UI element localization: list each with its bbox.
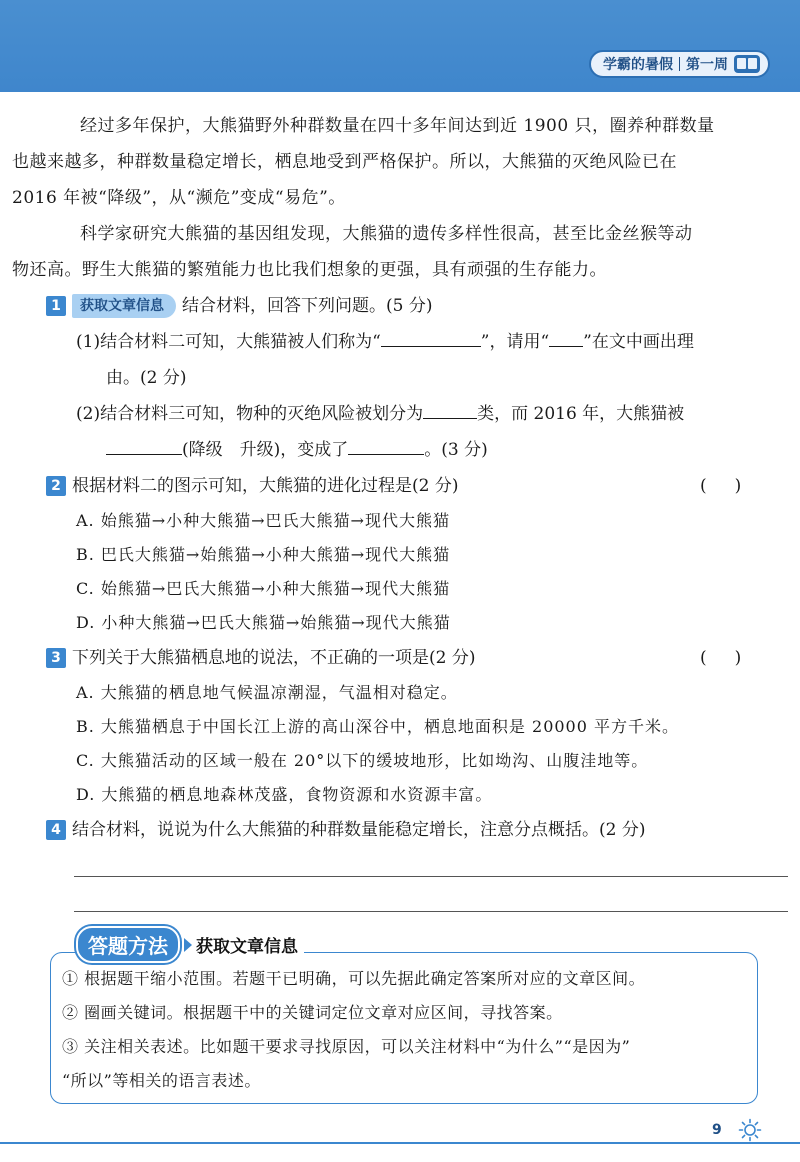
option-d: D. 大熊猫的栖息地森林茂盛，食物资源和水资源丰富。: [76, 785, 493, 804]
header-label: [589, 50, 770, 78]
answer-line[interactable]: [74, 876, 788, 877]
answer-parentheses[interactable]: (): [700, 648, 770, 668]
option-c: C. 大熊猫活动的区域一般在 20°以下的缓坡地形，比如坳沟、山腹洼地等。: [76, 751, 649, 770]
question-1-part-2: [46, 396, 760, 468]
sub-text: 类，而 2016 年，大熊猫被: [477, 404, 685, 424]
book-icon: [734, 55, 760, 73]
sub-text: (1)结合材料二可知，大熊猫被人们称为“: [76, 332, 381, 352]
passage-line: 科学家研究大熊猫的基因组发现，大熊猫的遗传多样性很高，甚至比金丝猴等动: [80, 224, 693, 244]
main-content: [12, 108, 770, 912]
option-c: C. 始熊猫→巴氏大熊猫→小种大熊猫→现代大熊猫: [76, 579, 451, 598]
question-3: [46, 640, 770, 676]
sun-icon: [738, 1118, 762, 1142]
question-2: [46, 468, 770, 504]
option-a: A. 大熊猫的栖息地气候温凉潮湿，气温相对稳定。: [76, 683, 458, 702]
sub-text: (2)结合材料三可知，物种的灭绝风险被划分为: [76, 404, 424, 424]
footer-line: [0, 1142, 800, 1144]
answer-parentheses[interactable]: (): [700, 476, 770, 496]
question-number: 3: [46, 648, 66, 668]
sub-text: 。(3 分): [424, 440, 488, 460]
method-badge: 答题方法: [76, 926, 180, 963]
method-subtitle: 获取文章信息: [196, 937, 298, 957]
header-band: [0, 0, 800, 92]
question-4: [46, 812, 760, 848]
question-1: [46, 288, 760, 324]
question-1-part-1: [46, 324, 760, 396]
passage-paragraph-1: [12, 108, 760, 216]
passage-line: 物还高。野生大熊猫的繁殖能力也比我们想象的更强，具有顽强的生存能力。: [12, 260, 607, 280]
arrow-right-icon: [184, 938, 192, 952]
answer-blank[interactable]: [549, 325, 583, 347]
answer-blank[interactable]: [348, 433, 424, 455]
method-line: ③ 关注相关表述。比如题干要求寻找原因，可以关注材料中“为什么”“是因为”: [62, 1037, 631, 1056]
passage-line: 也越来越多，种群数量稳定增长，栖息地受到严格保护。所以，大熊猫的灭绝风险已在: [12, 152, 677, 172]
answer-line[interactable]: [74, 911, 788, 912]
option-b: B. 大熊猫栖息于中国长江上游的高山深谷中，栖息地面积是 20000 平方千米。: [76, 717, 680, 736]
week-label: 第一周: [686, 57, 728, 73]
answer-blank[interactable]: [106, 433, 182, 455]
option-b: B. 巴氏大熊猫→始熊猫→小种大熊猫→现代大熊猫: [76, 545, 451, 564]
sub-text: (降级 升级)，变成了: [182, 440, 349, 460]
question-text: 下列关于大熊猫栖息地的说法，不正确的一项是(2 分): [72, 648, 476, 668]
page-number: 9: [712, 1122, 722, 1138]
method-line: “所以”等相关的语言表述。: [62, 1071, 261, 1090]
book-title: 学霸的暑假: [603, 57, 673, 73]
question-tag: 获取文章信息: [72, 294, 176, 318]
question-text: 根据材料二的图示可知，大熊猫的进化过程是(2 分): [72, 476, 459, 496]
answer-blank[interactable]: [423, 397, 477, 419]
option-a: A. 始熊猫→小种大熊猫→巴氏大熊猫→现代大熊猫: [76, 511, 450, 530]
method-content: [62, 962, 752, 1098]
option-d: D. 小种大熊猫→巴氏大熊猫→始熊猫→现代大熊猫: [76, 613, 451, 632]
method-line: ① 根据题干缩小范围。若题干已明确，可以先据此确定答案所对应的文章区间。: [62, 969, 646, 988]
passage-paragraph-2: [12, 216, 760, 288]
question-text: 结合材料，回答下列问题。(5 分): [182, 296, 433, 316]
method-line: ② 圈画关键词。根据题干中的关键词定位文章对应区间，寻找答案。: [62, 1003, 563, 1022]
sub-text: ”，请用“: [480, 332, 550, 352]
answer-blank[interactable]: [381, 325, 481, 347]
passage-line: 2016 年被“降级”，从“濒危”变成“易危”。: [12, 188, 346, 208]
sub-text: ”在文中画出理: [583, 332, 694, 352]
question-number: 4: [46, 820, 66, 840]
question-text: 结合材料，说说为什么大熊猫的种群数量能稳定增长，注意分点概括。(2 分): [72, 820, 646, 840]
header-divider: [679, 57, 680, 71]
sub-text: 由。(2 分): [106, 368, 187, 388]
method-title: [76, 926, 304, 963]
question-number: 1: [46, 296, 66, 316]
passage-line: 经过多年保护，大熊猫野外种群数量在四十多年间达到近 1900 只，圈养种群数量: [80, 116, 715, 136]
question-number: 2: [46, 476, 66, 496]
